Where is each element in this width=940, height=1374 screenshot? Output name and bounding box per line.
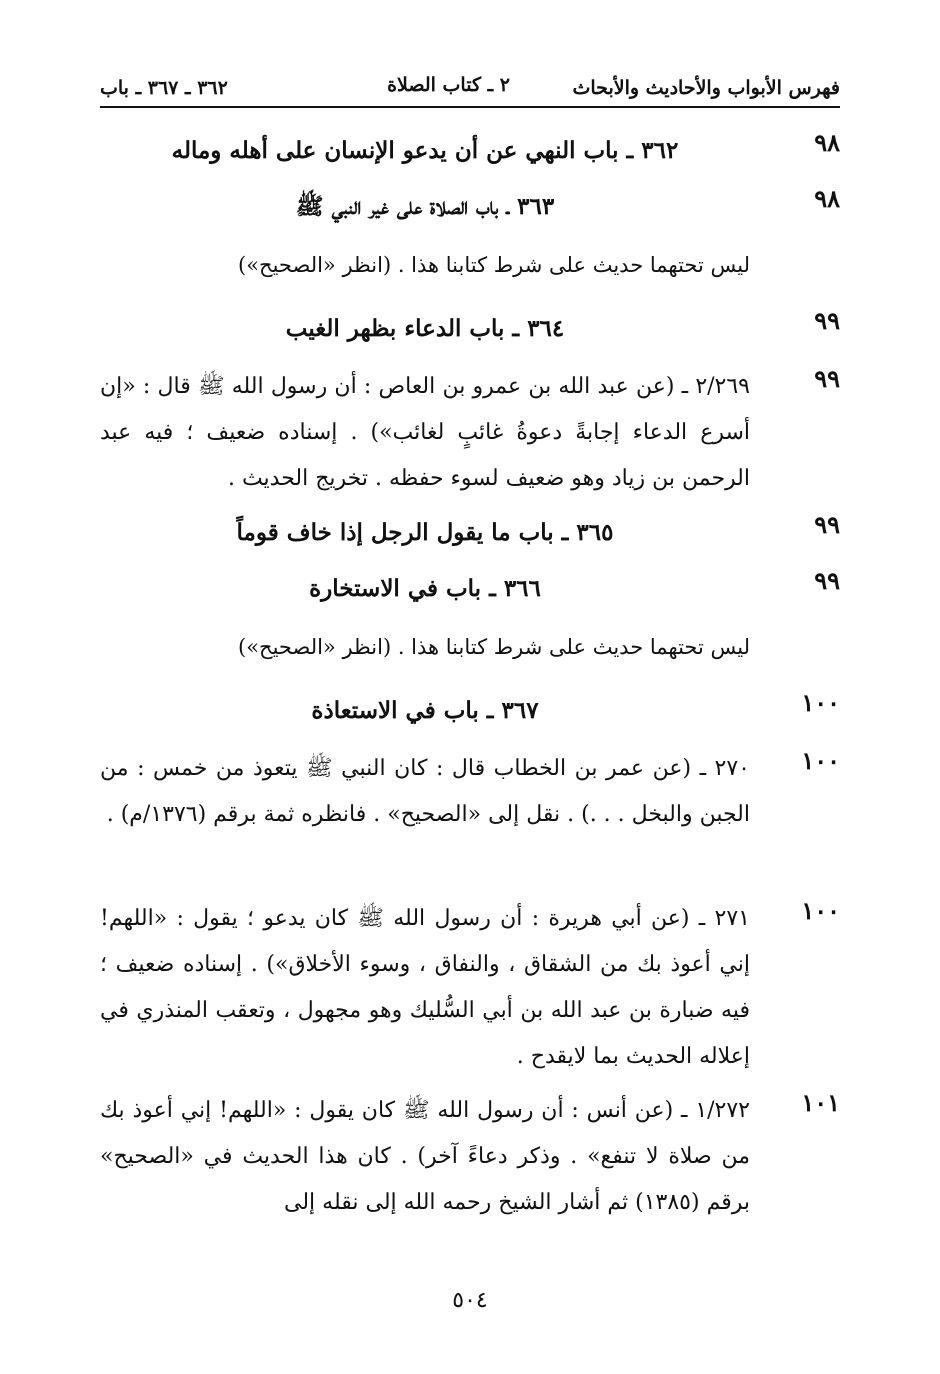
page-ref: ٩٩: [814, 566, 840, 595]
page-ref: ٩٨: [814, 184, 840, 213]
index-entry: [100, 364, 840, 502]
page-ref: ٩٨: [814, 128, 840, 157]
chapter-heading: ٣٦٤ ـ باب الدعاء بظهر الغيب: [285, 315, 565, 342]
header-title: فهرس الأبواب والأحاديث والأبحاث: [572, 77, 840, 99]
index-entry: [100, 896, 840, 1080]
index-entry: [100, 1088, 840, 1226]
chapter-heading: ٣٦٢ ـ باب النهي عن أن يدعو الإنسان على أهله وماله: [171, 137, 679, 164]
index-entry: [100, 566, 840, 612]
running-header: [100, 70, 840, 108]
hadith-text: ١/٢٧٢ ـ (عن أنس : أن رسول الله ﷺ كان يقول : «اللهم! إني أعوذ بك من صلاة لا تنفع» . وذكر دعاءً آخر) . كان هذا الحديث في «الصحيح» برقم (١٣٨٥) ثم أشار الشيخ رحمه الله إلى نقله إلى: [100, 1098, 750, 1215]
hadith-text: ٢/٢٦٩ ـ (عن عبد الله بن عمرو بن العاص : أن رسول الله ﷺ قال : «إن أسرع الدعاء إجابةً دعوةُ غائبٍ لغائب») . إسناده ضعيف ؛ فيه عبد الرحمن بن زياد وهو ضعيف لسوء حفظه . تخريج الحديث .: [100, 374, 750, 491]
page-ref: ٩٩: [814, 510, 840, 539]
page-ref: ١٠٠: [801, 688, 840, 717]
chapter-heading: ٣٦٦ ـ باب في الاستخارة: [309, 575, 541, 602]
index-entry: [100, 306, 840, 352]
hadith-text: ٢٧١ ـ (عن أبي هريرة : أن رسول الله ﷺ كان يدعو ؛ يقول : «اللهم! إني أعوذ بك من الشقاق ، والنفاق ، وسوء الأخلاق») . إسناده ضعيف ؛ فيه ضبارة بن عبد الله بن أبي السُّليك وهو مجهول ، وتعقب المنذري في إعلاله الحديث بما لايقدح .: [100, 906, 750, 1069]
note-text: ليس تحتهما حديث على شرط كتابنا هذا . (انظر «الصحيح»): [238, 635, 750, 659]
header-chapter: ٢ ـ كتاب الصلاة: [387, 74, 510, 96]
page-ref: ١٠٠: [801, 896, 840, 925]
index-entry: [100, 624, 840, 670]
chapter-heading: ٣٦٧ ـ باب في الاستعاذة: [311, 697, 539, 724]
page-ref: ١٠١: [801, 1088, 840, 1117]
page-number: ٥٠٤: [452, 1288, 488, 1313]
index-entry: [100, 128, 840, 174]
hadith-text: ٢٧٠ ـ (عن عمر بن الخطاب قال : كان النبي ﷺ يتعوذ من خمس : من الجبن والبخل . . .) . نقل إلى «الصحيح» . فانظره ثمة برقم (١٣٧٦/م) .: [100, 756, 750, 827]
index-entry: [100, 688, 840, 734]
index-entry: [100, 746, 840, 838]
note-text: ليس تحتهما حديث على شرط كتابنا هذا . (انظر «الصحيح»): [238, 253, 750, 277]
header-range: ٣٦٢ ـ ٣٦٧ ـ باب: [100, 77, 228, 99]
page-ref: ٩٩: [814, 306, 840, 335]
chapter-heading: ٣٦٥ ـ باب ما يقول الرجل إذا خاف قوماً: [236, 519, 614, 546]
index-entry: [100, 510, 840, 556]
page-ref: ١٠٠: [801, 746, 840, 775]
chapter-heading: ٣٦٣ ـ باب الصلاة على غير النبي ﷺ: [295, 193, 555, 220]
page-ref: ٩٩: [814, 364, 840, 393]
index-entry: [100, 184, 840, 230]
index-entry: [100, 242, 840, 288]
